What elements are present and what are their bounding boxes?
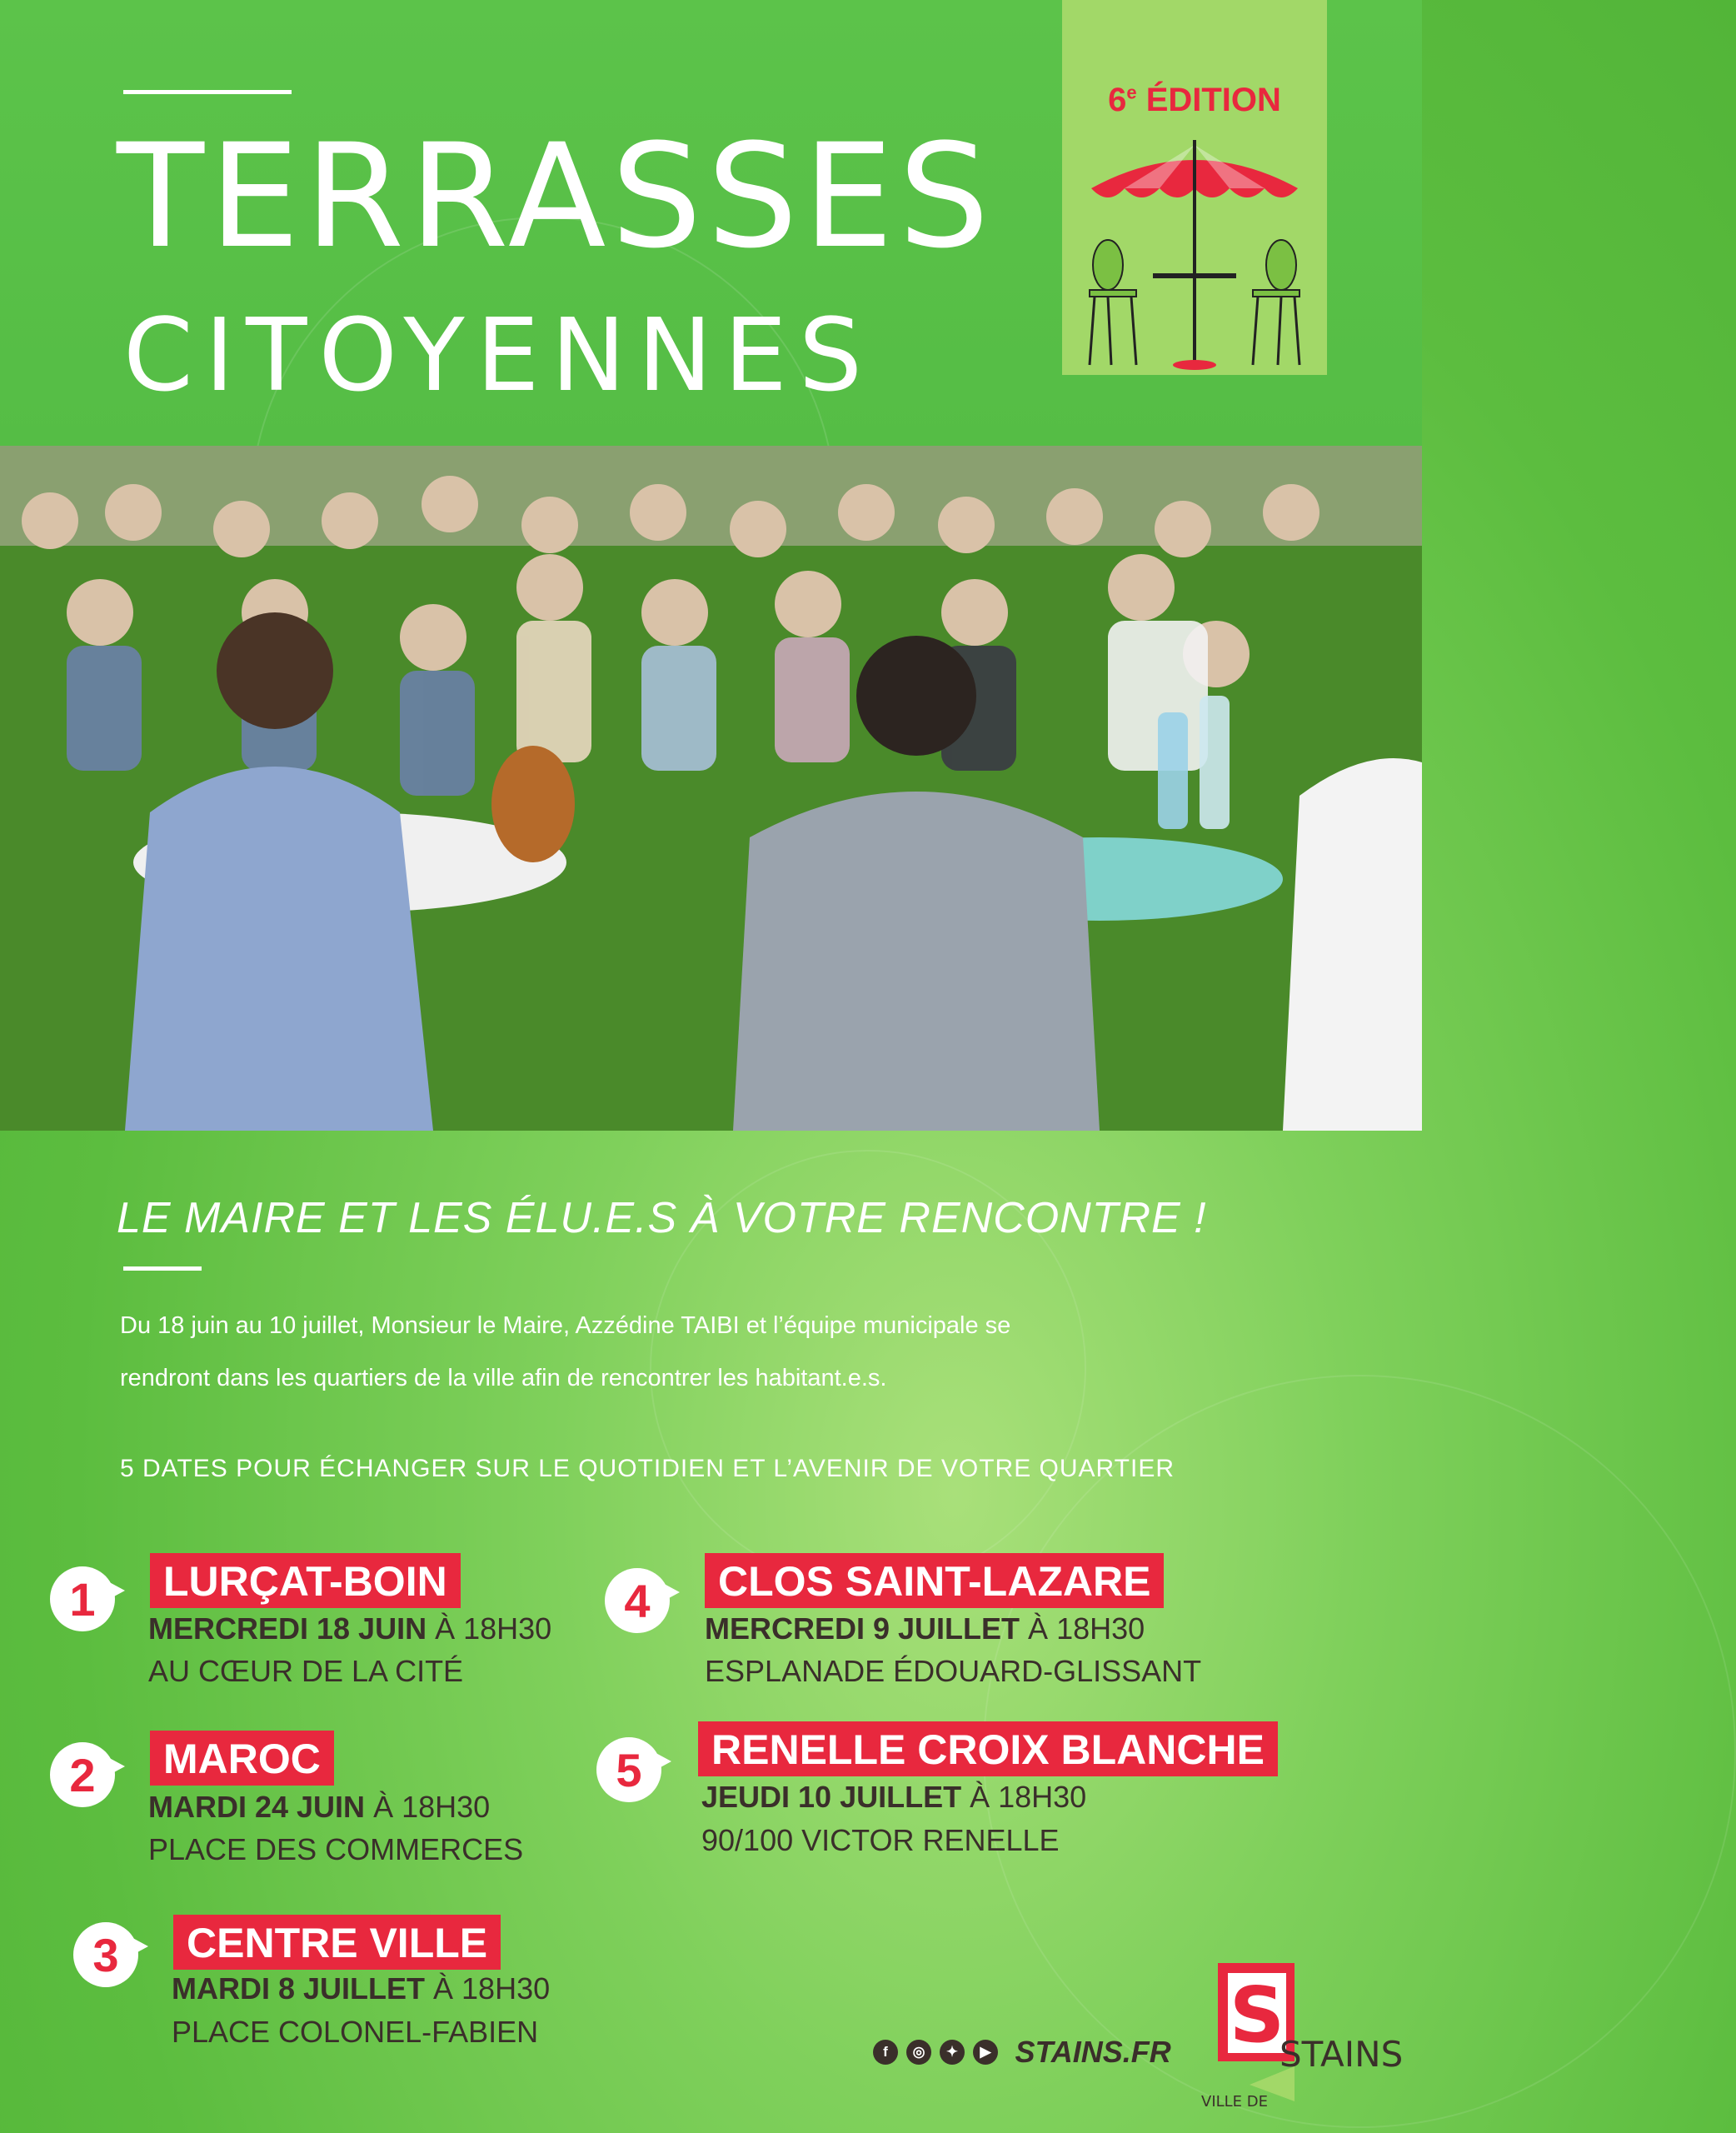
intro-line: rendront dans les quartiers de la ville afin de rencontrer les habitant.e.s.: [120, 1365, 887, 1391]
website-link[interactable]: STAINS.FR: [1015, 2035, 1171, 2069]
edition-badge: [1062, 0, 1327, 375]
number-badge: 3: [73, 1922, 138, 1987]
event-time: À 18H30: [425, 1971, 551, 2006]
youtube-icon[interactable]: ▶: [973, 2040, 998, 2065]
dates-heading: 5 DATES POUR ÉCHANGER SUR LE QUOTIDIEN ET L’AVENIR DE VOTRE QUARTIER: [120, 1455, 1175, 1482]
event-time: À 18H30: [427, 1611, 552, 1646]
event-name: RENELLE CROIX BLANCHE: [698, 1721, 1278, 1776]
stains-logo: [1200, 1960, 1404, 2111]
intro-line: Du 18 juin au 10 juillet, Monsieur le Maire, Azzédine TAIBI et l’équipe municipale se: [120, 1312, 1011, 1339]
number-badge: 5: [596, 1737, 661, 1802]
event-name: CENTRE VILLE: [173, 1915, 501, 1970]
event-date: [701, 1780, 1086, 1815]
event-day: JEUDI 10 JUILLET: [701, 1780, 962, 1814]
event-date: [148, 1790, 490, 1825]
facebook-icon[interactable]: f: [873, 2040, 898, 2065]
stains-logo-mark: [1200, 1960, 1404, 2111]
event-time: À 18H30: [1020, 1611, 1145, 1646]
instagram-icon[interactable]: ◎: [906, 2040, 931, 2065]
edition-number: 6: [1108, 82, 1127, 118]
number-badge: 2: [50, 1742, 115, 1807]
page-title: TERRASSES: [117, 112, 995, 280]
event-place: 90/100 VICTOR RENELLE: [701, 1823, 1060, 1857]
event-day: MARDI 24 JUIN: [148, 1790, 366, 1824]
event-date: [148, 1611, 551, 1646]
event-name: MAROC: [150, 1731, 334, 1786]
number-badge: 4: [605, 1568, 670, 1633]
event-place: AU CŒUR DE LA CITÉ: [148, 1654, 464, 1688]
intro-paragraph: [120, 1300, 1336, 1405]
subtitle: LE MAIRE ET LES ÉLU.E.S À VOTRE RENCONTRE !: [117, 1194, 1207, 1242]
logo-letter: S: [1229, 1971, 1285, 2060]
event-name: LURÇAT-BOIN: [150, 1553, 461, 1608]
event-place: PLACE DES COMMERCES: [148, 1832, 524, 1866]
event-day: MERCREDI 18 JUIN: [148, 1611, 427, 1646]
twitter-icon[interactable]: ✦: [940, 2040, 965, 2065]
meeting-photo-illustration: [0, 446, 1422, 1131]
page-title-second-line: CITOYENNES: [123, 298, 875, 414]
meeting-photo: [0, 446, 1422, 1131]
edition-label: [1062, 82, 1327, 119]
title-rule: [123, 90, 292, 94]
terrace-umbrella-icon: [1083, 140, 1306, 373]
event-time: À 18H30: [961, 1780, 1087, 1814]
event-date: [172, 1971, 550, 2006]
social-links: [873, 2035, 1171, 2068]
event-name: CLOS SAINT-LAZARE: [705, 1553, 1164, 1608]
event-day: MERCREDI 9 JUILLET: [705, 1611, 1020, 1646]
event-day: MARDI 8 JUILLET: [172, 1971, 426, 2006]
edition-word: ÉDITION: [1145, 82, 1281, 118]
event-place: ESPLANADE ÉDOUARD-GLISSANT: [705, 1654, 1202, 1688]
number-badge: 1: [50, 1566, 115, 1631]
edition-suffix: e: [1126, 82, 1137, 103]
event-time: À 18H30: [365, 1790, 491, 1824]
subtitle-rule: [123, 1266, 202, 1271]
logo-prefix: VILLE DE: [1201, 2093, 1269, 2111]
event-date: [705, 1611, 1145, 1646]
logo-name: STAINS: [1280, 2034, 1404, 2075]
event-place: PLACE COLONEL-FABIEN: [172, 2015, 539, 2049]
